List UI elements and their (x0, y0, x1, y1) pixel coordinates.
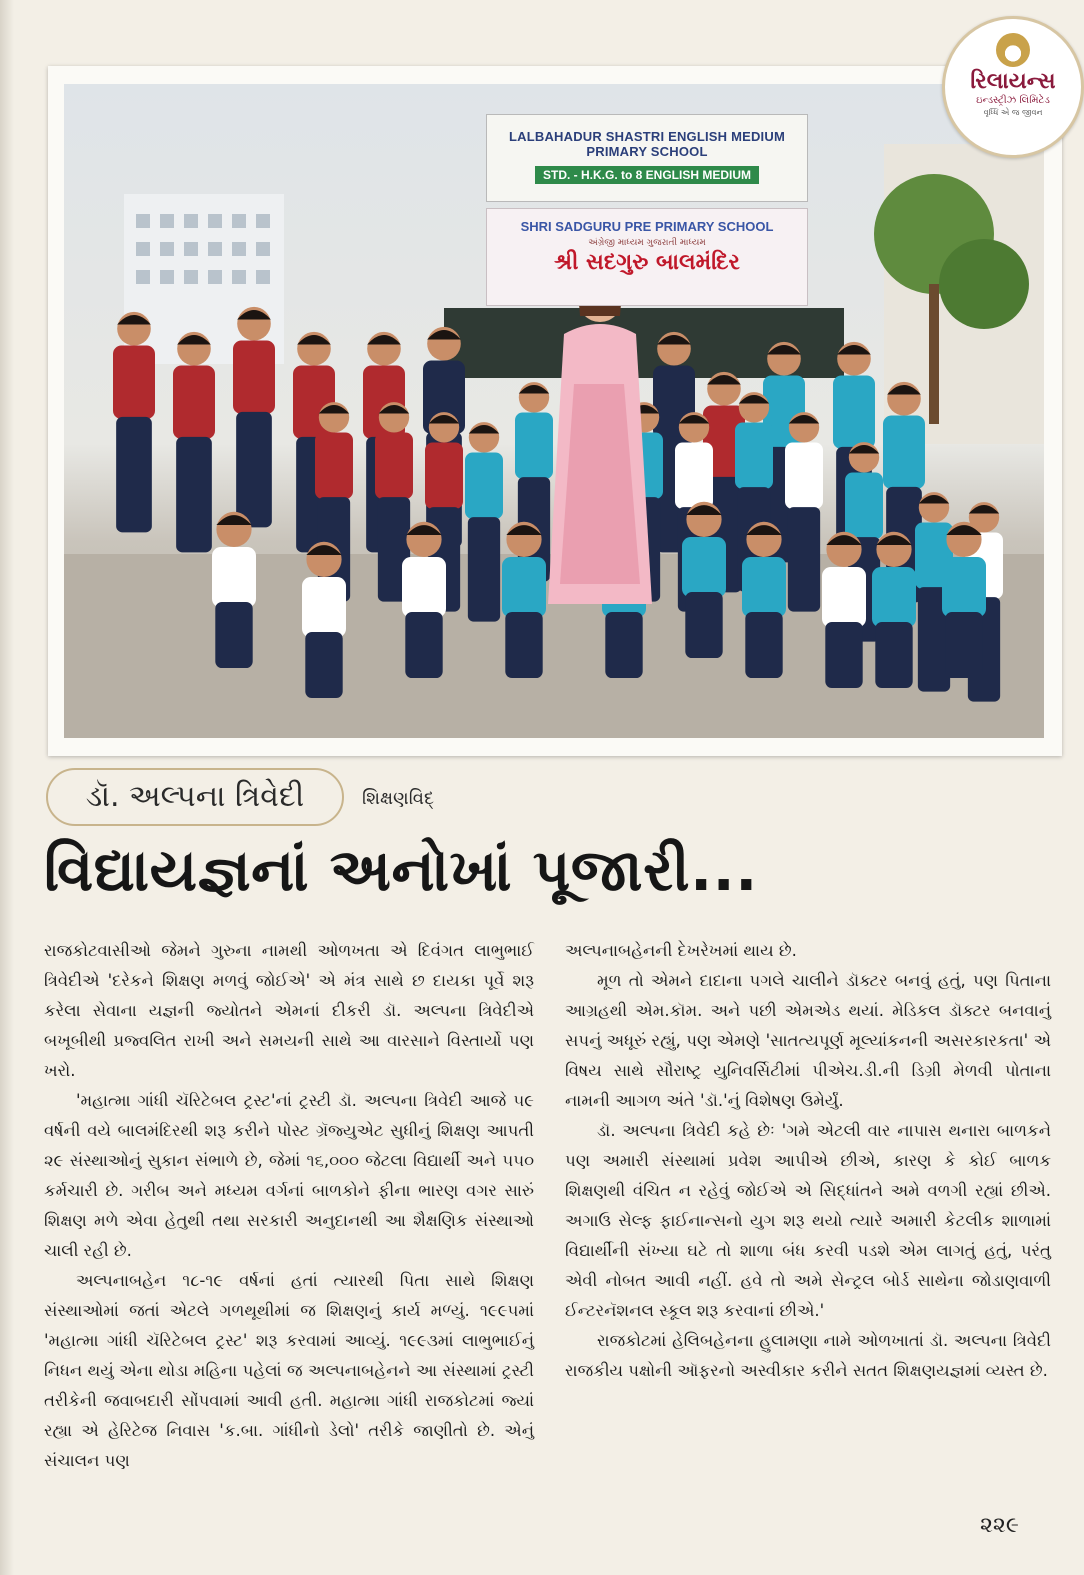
preschool-sign-name: SHRI SADGURU PRE PRIMARY SCHOOL (520, 219, 774, 234)
student-figure (742, 522, 786, 678)
page-number: ૨૨૯ (980, 1513, 1019, 1538)
article-paragraph: ડૉ. અલ્પના ત્રિવેદી કહે છેઃ 'ગમે એટલી વાર નાપાસ થનારા બાળકને પણ અમારી સંસ્થામાં પ્રવેશ આપીએ છીએ, કારણ કે કોઈ બાળક શિક્ષણથી વંચિત ન રહેવું જોઈએ એ સિદ્ધાંતને અમે વળગી રહ્યાં છીએ. અગાઉ સેલ્ફ ફાઈનાન્સનો યુગ શરૂ થયો ત્યારે અમારી કેટલીક શાળામાં વિદ્યાર્થીની સંખ્યા ઘટે તો શાળા બંધ કરવી પડશે એમ લાગતું હતું, પરંતુ એવી નોબત આવી નહીં. હવે તો અમે સેન્ટ્રલ બોર્ડ સાથેના જોડાણવાળી ઈન્ટરનૅશનલ સ્કૂલ શરૂ કરવાનાં છીએ.' (565, 1121, 1051, 1320)
article-column-right (565, 936, 1051, 1386)
preschool-sign-medium: અંગ્રેજી માધ્યમ ગુજરાતી માધ્યમ (588, 238, 706, 248)
article-paragraph: રાજકોટમાં હેલિબહેનના હુલામણા નામે ઓળખાતાં ડૉ. અલ્પના ત્રિવેદી રાજકીય પક્ષોની ઑફરનો અસ્વીકાર કરીને સતત શિક્ષણયજ્ઞમાં વ્યસ્ત છે. (565, 1331, 1051, 1380)
student-figure (173, 332, 215, 553)
school-signboard (486, 114, 808, 202)
student-figure (942, 522, 986, 678)
school-sign-standards: STD. - H.K.G. to 8 ENGLISH MEDIUM (535, 166, 759, 184)
author-name: ડૉ. અલ્પના ત્રિવેદી (46, 768, 344, 826)
article-headline: વિદ્યાયજ્ઞનાં અનોખાં પૂજારી... (44, 836, 758, 904)
article-paragraph: અલ્પનાબહેનની દેખરેખમાં થાય છે. (565, 941, 797, 960)
student-figure (872, 532, 916, 688)
photo-frame (48, 66, 1062, 756)
page-gutter-shadow (0, 0, 14, 1575)
article-paragraph: અલ્પનાબહેન ૧૮-૧૯ વર્ષનાં હતાં ત્યારથી પિતા સાથે શિક્ષણ સંસ્થાઓમાં જતાં એટલે ગળથૂથીમાં જ શિક્ષણનું કાર્ય મળ્યું. ૧૯૯૫માં 'મહાત્મા ગાંધી ચૅરિટેબલ ટ્રસ્ટ' શરૂ કરવામાં આવ્યું. ૧૯૯૩માં લાભુભાઈનું નિધન થયું એના થોડા મહિના પહેલાં જ અલ્પનાબહેનને આ સંસ્થામાં ટ્રસ્ટી તરીકેની જવાબદારી સોંપવામાં આવી હતી. મહાત્મા ગાંધી રાજકોટમાં જ્યાં રહ્યા એ હેરિટેજ નિવાસ 'ક.બા. ગાંધીનો ડેલો' તરીકે જાણીતો છે. એનું સંચાલન પણ (44, 1271, 534, 1470)
author-role: શિક્ષણવિદ્ (362, 788, 435, 809)
article-paragraph: રાજકોટવાસીઓ જેમને ગુરુના નામથી ઓળખતા એ દિવંગત લાભુભાઈ ત્રિવેદીએ 'દરેકને શિક્ષણ મળવું જોઈએ' એ મંત્ર સાથે છ દાયકા પૂર્વે શરૂ કરેલા સેવાના યજ્ઞની જ્યોતને એમનાં દીકરી ડૉ. અલ્પના ત્રિવેદીએ બખૂબીથી પ્રજ્વલિત રાખી અને સમયની સાથે આ વારસાને વિસ્તાર્યો પણ ખરો. (44, 941, 534, 1080)
group-photo (64, 84, 1044, 738)
student-figure (502, 522, 546, 678)
article-column-left (44, 936, 534, 1476)
reliance-logo-icon (996, 33, 1030, 67)
student-figure (822, 532, 866, 688)
logo-subtitle: ઇન્ડસ્ટ્રીઝ લિમિટેડ (976, 95, 1050, 106)
student-figure (402, 522, 446, 678)
article-paragraph: 'મહાત્મા ગાંધી ચૅરિટેબલ ટ્રસ્ટ'નાં ટ્રસ્ટી ડૉ. અલ્પના ત્રિવેદી આજે ૫૯ વર્ષની વયે બાલમંદિરથી શરૂ કરીને પોસ્ટ ગ્રૅજ્યુએટ સુધીનું શિક્ષણ આપતી ૨૯ સંસ્થાઓનું સુકાન સંભાળે છે, જેમાં ૧૬,૦૦૦ જેટલા વિદ્યાર્થી અને ૫૫૦ કર્મચારી છે. ગરીબ અને મધ્યમ વર્ગનાં બાળકોને ફીના ભારણ વગર સારું શિક્ષણ મળે એવા હેતુથી તથા સરકારી અનુદાનથી આ શૈક્ષણિક સંસ્થાઓ ચાલી રહી છે. (44, 1091, 534, 1260)
article-paragraph: મૂળ તો એમને દાદાના પગલે ચાલીને ડૉક્ટર બનવું હતું, પણ પિતાના આગ્રહથી એમ.કૉમ. અને પછી એમએડ થયાં. મેડિકલ ડૉક્ટર બનવાનું સપનું અધૂરું રહ્યું, પણ એમણે 'સાતત્યપૂર્ણ મૂલ્યાંકનની અસરકારકતા' એ વિષય સાથે સૌરાષ્ટ્ર યુનિવર્સિટીમાં પીએચ.ડી.ની ડિગ્રી મેળવી પોતાના નામની આગળ અંતે 'ડૉ.'નું વિશેષણ ઉમેર્યું. (565, 971, 1051, 1110)
preschool-signboard (486, 208, 808, 306)
logo-name: રિલાયન્સ (970, 69, 1056, 94)
student-figure (465, 422, 503, 622)
reliance-logo (942, 16, 1084, 158)
logo-tagline: વૃધ્ધિ એ જ જીવન (983, 108, 1043, 117)
preschool-sign-gujarati: શ્રી સદગુરુ બાલમંદિર (554, 250, 740, 275)
student-figure (682, 502, 726, 658)
student-figure (212, 512, 256, 668)
school-sign-name: LALBAHADUR SHASTRI ENGLISH MEDIUM PRIMARY SCHOOL (509, 129, 785, 159)
student-figure (302, 542, 346, 698)
